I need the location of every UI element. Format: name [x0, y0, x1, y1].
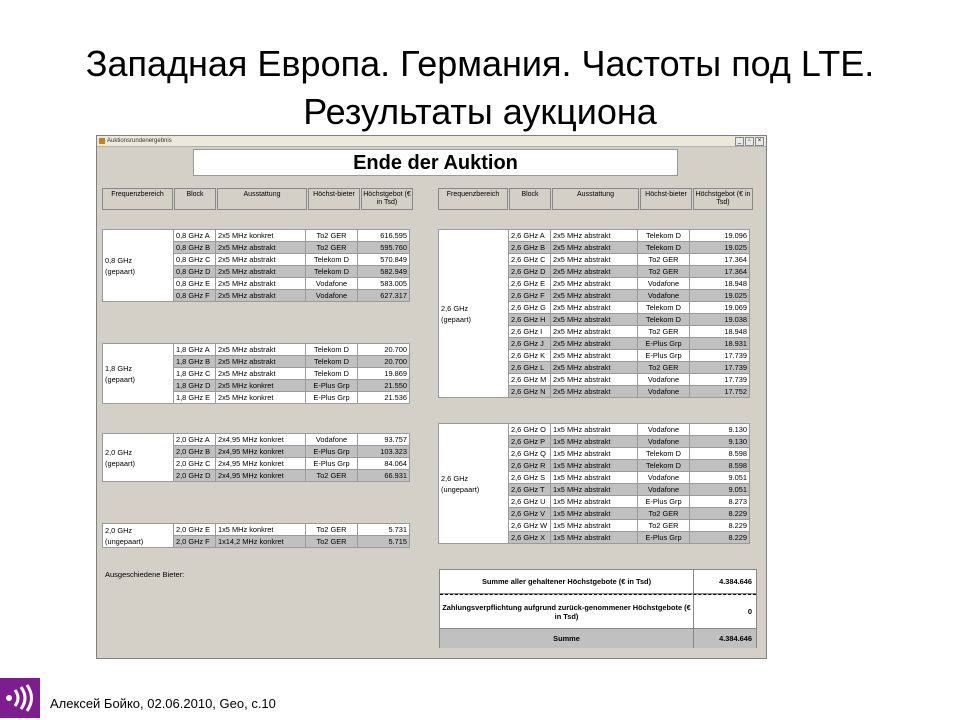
bidder-cell: Telekom D — [306, 254, 358, 266]
block-cell: 2,6 GHz R — [509, 460, 551, 472]
bidder-cell: Vodafone — [638, 374, 690, 386]
bidder-cell: E-Plus Grp — [306, 380, 358, 392]
block-cell: 1,8 GHz C — [174, 368, 216, 380]
block-cell: 2,6 GHz M — [509, 374, 551, 386]
equipment-cell: 2x5 MHz abstrakt — [216, 278, 306, 290]
group-table-20ghz-unpaired — [102, 523, 410, 548]
bidder-cell: E-Plus Grp — [306, 446, 358, 458]
header-ausstattung: Ausstattung — [552, 188, 639, 210]
summary-total-row — [440, 570, 756, 594]
block-cell: 2,6 GHz Q — [509, 448, 551, 460]
bid-cell: 103.323 — [358, 446, 410, 458]
block-cell: 2,6 GHz O — [509, 424, 551, 436]
summary-withdrawal-row — [440, 594, 756, 629]
close-icon[interactable]: × — [755, 137, 764, 146]
block-cell: 2,6 GHz C — [509, 254, 551, 266]
bidder-cell: E-Plus Grp — [306, 392, 358, 404]
bidder-cell: To2 GER — [306, 536, 358, 548]
bid-cell: 21.550 — [358, 380, 410, 392]
block-cell: 2,0 GHz C — [174, 458, 216, 470]
block-cell: 0,8 GHz C — [174, 254, 216, 266]
group-table-26ghz-paired — [438, 229, 750, 398]
bid-cell: 627.317 — [358, 290, 410, 302]
bid-cell: 21.536 — [358, 392, 410, 404]
equipment-cell: 2x5 MHz abstrakt — [216, 356, 306, 368]
header-hoechstbieter: Höchst-bieter — [640, 188, 692, 210]
left-table-header — [102, 188, 414, 210]
equipment-cell: 2x5 MHz abstrakt — [551, 314, 638, 326]
bidder-cell: Telekom D — [638, 460, 690, 472]
equipment-cell: 1x5 MHz abstrakt — [551, 436, 638, 448]
bidder-cell: Vodafone — [638, 484, 690, 496]
bid-cell: 84.064 — [358, 458, 410, 470]
bid-cell: 570.849 — [358, 254, 410, 266]
equipment-cell: 1x5 MHz abstrakt — [551, 460, 638, 472]
block-cell: 2,6 GHz A — [509, 230, 551, 242]
equipment-cell: 2x5 MHz abstrakt — [551, 386, 638, 398]
bidder-cell: To2 GER — [638, 254, 690, 266]
bidder-cell: Telekom D — [638, 302, 690, 314]
block-cell: 2,6 GHz N — [509, 386, 551, 398]
equipment-cell: 2x5 MHz abstrakt — [551, 290, 638, 302]
frequency-group-label: 0,8 GHz (gepaart) — [103, 230, 174, 302]
summary-withdrawal-value: 0 — [694, 595, 756, 628]
bid-cell: 17.739 — [690, 374, 750, 386]
bid-cell: 17.752 — [690, 386, 750, 398]
block-cell: 2,6 GHz V — [509, 508, 551, 520]
auction-end-banner: Ende der Auktion — [193, 149, 678, 176]
equipment-cell: 2x4,95 MHz konkret — [216, 470, 306, 482]
block-cell: 0,8 GHz D — [174, 266, 216, 278]
bidder-cell: Telekom D — [638, 242, 690, 254]
summary-sum-row — [440, 629, 756, 648]
header-hoechstgebot: Höchstgebot (€ in Tsd) — [361, 188, 413, 210]
summary-total-label: Summe aller gehaltener Höchstgebote (€ in Tsd) — [440, 570, 694, 593]
group-table-08ghz — [102, 229, 410, 302]
bidder-cell: Telekom D — [306, 344, 358, 356]
bid-cell: 8.229 — [690, 520, 750, 532]
bidder-cell: E-Plus Grp — [306, 458, 358, 470]
bid-cell: 8.229 — [690, 508, 750, 520]
block-cell: 1,8 GHz A — [174, 344, 216, 356]
frequency-group-label: 2,6 GHz (gepaart) — [439, 230, 509, 398]
bidder-cell: E-Plus Grp — [638, 350, 690, 362]
block-cell: 0,8 GHz E — [174, 278, 216, 290]
block-cell: 2,0 GHz A — [174, 434, 216, 446]
equipment-cell: 2x5 MHz abstrakt — [551, 350, 638, 362]
block-cell: 1,8 GHz D — [174, 380, 216, 392]
block-cell: 2,0 GHz B — [174, 446, 216, 458]
bidder-cell: Telekom D — [638, 314, 690, 326]
minimize-icon[interactable]: _ — [735, 137, 744, 146]
bid-cell: 616.595 — [358, 230, 410, 242]
bidder-cell: To2 GER — [306, 230, 358, 242]
window-title: Auktionsrundenergebnis — [107, 138, 172, 144]
equipment-cell: 2x4,95 MHz konkret — [216, 446, 306, 458]
bid-cell: 8.598 — [690, 448, 750, 460]
bid-cell: 5.715 — [358, 536, 410, 548]
equipment-cell: 2x4,95 MHz konkret — [216, 458, 306, 470]
bid-cell: 17.739 — [690, 350, 750, 362]
header-block: Block — [174, 188, 216, 210]
table-row — [103, 344, 410, 356]
header-hoechstgebot: Höchstgebot (€ in Tsd) — [693, 188, 753, 210]
bidder-cell: Vodafone — [306, 290, 358, 302]
frequency-group-label: 1,8 GHz (gepaart) — [103, 344, 174, 404]
equipment-cell: 1x5 MHz abstrakt — [551, 424, 638, 436]
table-row — [103, 434, 410, 446]
block-cell: 2,6 GHz U — [509, 496, 551, 508]
equipment-cell: 1x5 MHz abstrakt — [551, 532, 638, 544]
equipment-cell: 1x5 MHz abstrakt — [551, 472, 638, 484]
header-hoechstbieter: Höchst-bieter — [308, 188, 360, 210]
equipment-cell: 2x5 MHz abstrakt — [551, 278, 638, 290]
summary-total-value: 4.384.646 — [694, 570, 756, 593]
bid-cell: 9.051 — [690, 472, 750, 484]
block-cell: 2,6 GHz J — [509, 338, 551, 350]
bidder-cell: To2 GER — [638, 362, 690, 374]
block-cell: 1,8 GHz E — [174, 392, 216, 404]
bidder-cell: Vodafone — [638, 472, 690, 484]
bid-cell: 17.364 — [690, 266, 750, 278]
equipment-cell: 2x5 MHz abstrakt — [551, 266, 638, 278]
table-row — [103, 524, 410, 536]
block-cell: 2,6 GHz K — [509, 350, 551, 362]
equipment-cell: 2x5 MHz abstrakt — [551, 230, 638, 242]
equipment-cell: 2x5 MHz abstrakt — [216, 254, 306, 266]
eliminated-bidders-label: Ausgeschiedene Bieter: — [105, 570, 185, 579]
bidder-cell: Vodafone — [638, 436, 690, 448]
block-cell: 2,6 GHz I — [509, 326, 551, 338]
bidder-cell: Vodafone — [638, 278, 690, 290]
block-cell: 2,6 GHz L — [509, 362, 551, 374]
equipment-cell: 2x5 MHz abstrakt — [551, 242, 638, 254]
bidder-cell: To2 GER — [638, 520, 690, 532]
bidder-cell: Telekom D — [306, 356, 358, 368]
block-cell: 2,6 GHz P — [509, 436, 551, 448]
block-cell: 2,6 GHz H — [509, 314, 551, 326]
bid-cell: 583.005 — [358, 278, 410, 290]
bidder-cell: Telekom D — [306, 368, 358, 380]
block-cell: 2,6 GHz G — [509, 302, 551, 314]
block-cell: 2,0 GHz D — [174, 470, 216, 482]
equipment-cell: 2x5 MHz abstrakt — [551, 374, 638, 386]
group-table-26ghz-unpaired — [438, 423, 750, 544]
bid-cell: 17.364 — [690, 254, 750, 266]
group-table-18ghz — [102, 343, 410, 404]
summary-withdrawal-label: Zahlungsverpflichtung aufgrund zurück-genommener Höchstgebote (€ in Tsd) — [440, 595, 694, 628]
bidder-cell: Vodafone — [638, 290, 690, 302]
frequency-group-label: 2,6 GHz (ungepaart) — [439, 424, 509, 544]
block-cell: 2,0 GHz E — [174, 524, 216, 536]
summary-sum-value: 4.384.646 — [694, 629, 756, 648]
bid-cell: 19.025 — [690, 290, 750, 302]
block-cell: 2,6 GHz B — [509, 242, 551, 254]
header-block: Block — [509, 188, 551, 210]
bid-cell: 595.760 — [358, 242, 410, 254]
bid-cell: 18.948 — [690, 326, 750, 338]
bidder-cell: To2 GER — [638, 326, 690, 338]
bid-cell: 5.731 — [358, 524, 410, 536]
block-cell: 2,6 GHz W — [509, 520, 551, 532]
bidder-cell: To2 GER — [638, 266, 690, 278]
bid-cell: 19.096 — [690, 230, 750, 242]
block-cell: 2,6 GHz S — [509, 472, 551, 484]
equipment-cell: 2x5 MHz abstrakt — [551, 326, 638, 338]
bid-cell: 9.051 — [690, 484, 750, 496]
equipment-cell: 2x4,95 MHz konkret — [216, 434, 306, 446]
bid-cell: 9.130 — [690, 424, 750, 436]
summary-sum-label: Summe — [440, 629, 694, 648]
group-table-20ghz-paired — [102, 433, 410, 482]
right-table-header — [438, 188, 754, 210]
equipment-cell: 2x5 MHz abstrakt — [216, 290, 306, 302]
bidder-cell: To2 GER — [638, 508, 690, 520]
bid-cell: 9.130 — [690, 436, 750, 448]
bidder-cell: E-Plus Grp — [638, 338, 690, 350]
bid-cell: 8.229 — [690, 532, 750, 544]
block-cell: 2,6 GHz X — [509, 532, 551, 544]
bidder-cell: Telekom D — [638, 230, 690, 242]
equipment-cell: 2x5 MHz abstrakt — [216, 242, 306, 254]
window-titlebar — [97, 136, 766, 147]
bid-cell: 18.948 — [690, 278, 750, 290]
bid-cell: 20.700 — [358, 356, 410, 368]
block-cell: 0,8 GHz A — [174, 230, 216, 242]
block-cell: 1,8 GHz B — [174, 356, 216, 368]
block-cell: 0,8 GHz B — [174, 242, 216, 254]
bidder-cell: Vodafone — [306, 434, 358, 446]
bidder-cell: Vodafone — [306, 278, 358, 290]
equipment-cell: 2x5 MHz konkret — [216, 230, 306, 242]
equipment-cell: 2x5 MHz abstrakt — [551, 254, 638, 266]
bid-cell: 19.038 — [690, 314, 750, 326]
bid-cell: 17.739 — [690, 362, 750, 374]
bid-cell: 93.757 — [358, 434, 410, 446]
equipment-cell: 1x5 MHz abstrakt — [551, 448, 638, 460]
equipment-cell: 1x14,2 MHz konkret — [216, 536, 306, 548]
equipment-cell: 2x5 MHz abstrakt — [216, 368, 306, 380]
bid-cell: 19.069 — [690, 302, 750, 314]
bid-cell: 20.700 — [358, 344, 410, 356]
header-frequenzbereich: Frequenzbereich — [438, 188, 508, 210]
slide-footer: Алексей Бойко, 02.06.2010, Geo, с.10 — [50, 696, 276, 711]
block-cell: 0,8 GHz F — [174, 290, 216, 302]
bid-cell: 582.949 — [358, 266, 410, 278]
bidder-cell: To2 GER — [306, 242, 358, 254]
table-row — [103, 230, 410, 242]
equipment-cell: 2x5 MHz abstrakt — [551, 362, 638, 374]
equipment-cell: 2x5 MHz abstrakt — [216, 266, 306, 278]
bidder-cell: Telekom D — [306, 266, 358, 278]
bid-cell: 19.025 — [690, 242, 750, 254]
equipment-cell: 2x5 MHz abstrakt — [551, 302, 638, 314]
table-row — [439, 230, 750, 242]
equipment-cell: 1x5 MHz abstrakt — [551, 484, 638, 496]
block-cell: 2,6 GHz T — [509, 484, 551, 496]
block-cell: 2,6 GHz E — [509, 278, 551, 290]
table-row — [439, 424, 750, 436]
header-frequenzbereich: Frequenzbereich — [102, 188, 173, 210]
sound-waves-icon — [4, 684, 36, 712]
block-cell: 2,0 GHz F — [174, 536, 216, 548]
equipment-cell: 1x5 MHz konkret — [216, 524, 306, 536]
equipment-cell: 1x5 MHz abstrakt — [551, 520, 638, 532]
window-controls — [735, 137, 764, 146]
slide-title: Западная Европа. Германия. Частоты под LTE. Результаты аукциона — [85, 43, 875, 132]
equipment-cell: 2x5 MHz abstrakt — [551, 338, 638, 350]
bidder-cell: To2 GER — [306, 470, 358, 482]
equipment-cell: 2x5 MHz konkret — [216, 380, 306, 392]
app-icon — [99, 138, 105, 144]
equipment-cell: 1x5 MHz abstrakt — [551, 496, 638, 508]
frequency-group-label: 2,0 GHz (ungepaart) — [103, 524, 174, 548]
company-logo — [0, 678, 40, 718]
bidder-cell: To2 GER — [306, 524, 358, 536]
bid-cell: 66.931 — [358, 470, 410, 482]
summary-box — [439, 569, 757, 648]
bidder-cell: Vodafone — [638, 424, 690, 436]
auction-result-window — [96, 135, 767, 659]
bid-cell: 8.598 — [690, 460, 750, 472]
equipment-cell: 2x5 MHz konkret — [216, 392, 306, 404]
maximize-icon[interactable]: ▫ — [745, 137, 754, 146]
frequency-group-label: 2,0 GHz (gepaart) — [103, 434, 174, 482]
bid-cell: 18.931 — [690, 338, 750, 350]
bid-cell: 19.869 — [358, 368, 410, 380]
block-cell: 2,6 GHz F — [509, 290, 551, 302]
bidder-cell: E-Plus Grp — [638, 532, 690, 544]
header-ausstattung: Ausstattung — [217, 188, 307, 210]
bidder-cell: Telekom D — [638, 448, 690, 460]
block-cell: 2,6 GHz D — [509, 266, 551, 278]
equipment-cell: 1x5 MHz abstrakt — [551, 508, 638, 520]
bidder-cell: E-Plus Grp — [638, 496, 690, 508]
equipment-cell: 2x5 MHz abstrakt — [216, 344, 306, 356]
bid-cell: 8.273 — [690, 496, 750, 508]
bidder-cell: Vodafone — [638, 386, 690, 398]
